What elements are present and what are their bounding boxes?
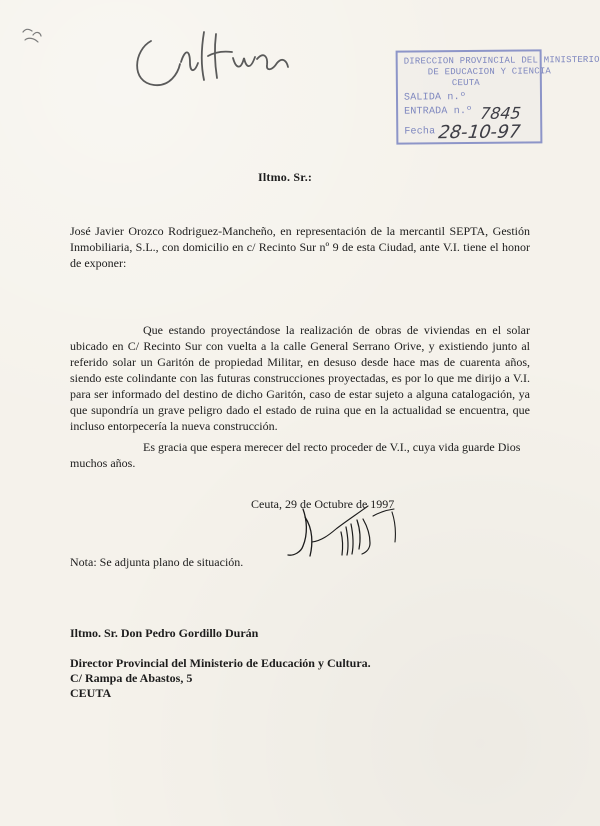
place-and-date: Ceuta, 29 de Octubre de 1997 [251,497,395,511]
stamp-label-1: SALIDA n.º [403,92,467,104]
stamp-line-1: DIRECCION PROVINCIAL DEL MINISTERIO [403,54,600,67]
greeting: Iltmo. Sr.: [258,170,313,184]
handwritten-note [128,8,308,98]
stamp-label-2: ENTRADA n.º [404,105,473,118]
handwritten-signature [285,498,435,568]
closing-paragraph [70,439,530,471]
stamp-label-3: Fecha [404,126,436,138]
stamp-entry-number: 7845 [477,103,524,123]
recipient-name: Iltmo. Sr. Don Pedro Gordillo Durán [70,626,259,640]
recipient-city: CEUTA [70,686,112,700]
recipient-title: Director Provincial del Ministerio de Educación y Cultura. [70,656,371,670]
registration-stamp [396,49,600,144]
stamp-line-2: DE EDUCACION Y CIENCIA [427,66,552,78]
stamp-date: 28-10-97 [434,121,524,144]
stamp-line-3: CEUTA [451,77,480,89]
closing-text: Es gracia que espera merecer del recto proceder de V.I., cuya vida guarde Dios muchos años. [70,440,521,470]
request-text: Que estando proyectándose la realización de obras de viviendas en el solar ubicado en C/ Recinto Sur con vuelta a la calle General Serrano Orive, y existiendo junto al referido solar un Garitón de propiedad Militar, en desuso desde hace mas de cuarenta años, siendo este colindante con las futuras construcciones proyectadas, es por lo que me dirijo a V.I. para ser informado del destino de dicho Garitón, caso de estar sujeto a alguna catalogación, ya que supondría un grave peligro dado el estado de ruina que en la actualidad se encuentra, que incluso entorpecería la nueva construcción. [70,323,530,433]
ink-speck-mark [16,24,52,48]
recipient-details [70,656,371,701]
request-paragraph [70,322,530,434]
recipient-address: C/ Rampa de Abastos, 5 [70,671,193,685]
intro-paragraph: José Javier Orozco Rodriguez-Mancheño, en representación de la mercantil SEPTA, Gestión Inmobiliaria, S.L., con domicilio en c/ Recinto Sur nº 9 de esta Ciudad, ante V.I. tiene el honor de exponer: [70,224,530,270]
attachment-note: Nota: Se adjunta plano de situación. [70,555,244,569]
